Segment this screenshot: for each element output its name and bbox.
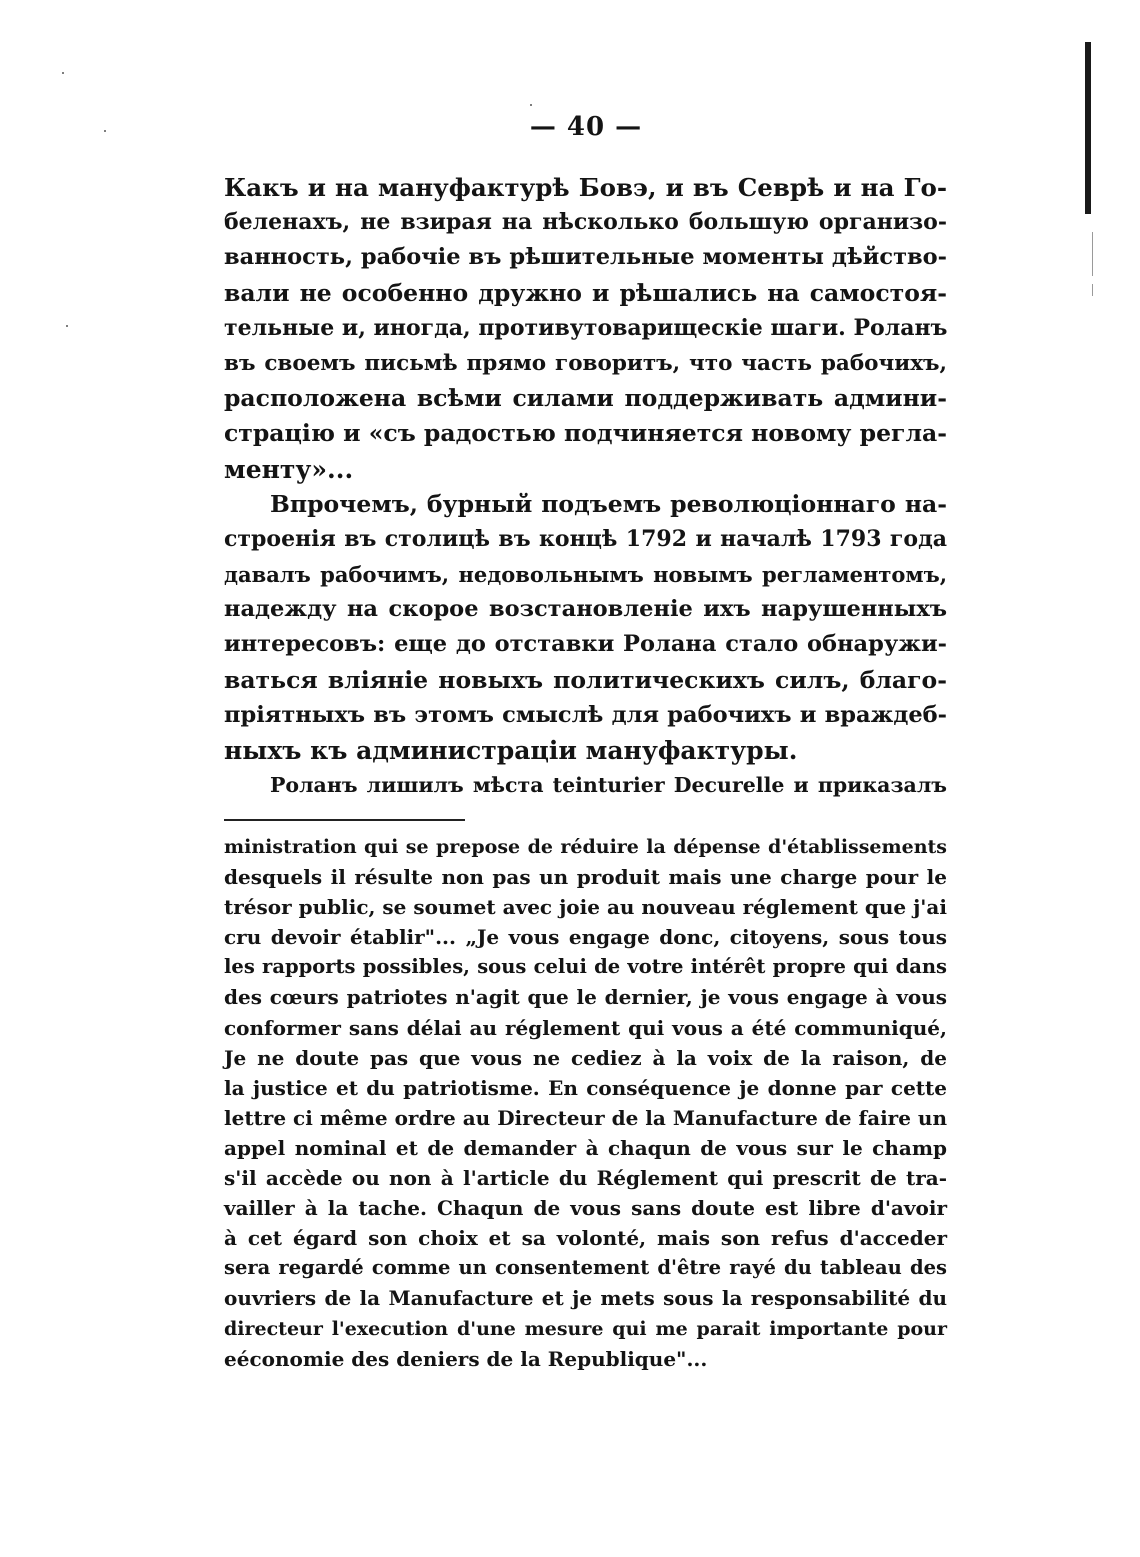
footnote-line: conformer sans délai au réglement qui vous a été communiqué, bbox=[224, 1015, 947, 1040]
page-number: — 40 — bbox=[529, 112, 643, 142]
footnote-line: cru devoir établir"... „Je vous engage donc, citoyens, sous tous bbox=[224, 925, 947, 950]
body-line: ныхъ къ администраціи мануфактуры. bbox=[224, 736, 798, 765]
body-line: давалъ рабочимъ, недовольнымъ новымъ регламентомъ, bbox=[224, 562, 947, 588]
body-line: ваться вліяніе новыхъ политическихъ силъ, благо- bbox=[224, 665, 947, 694]
footnote-line: la justice et du patriotisme. En conséquence je donne par cette bbox=[224, 1075, 947, 1100]
body-line: Роланъ лишилъ мѣста teinturier Decurelle и приказалъ bbox=[270, 773, 947, 798]
body-line: пріятныхъ въ этомъ смыслѣ для рабочихъ и враждеб- bbox=[224, 701, 947, 728]
body-line: страцію и «съ радостью подчиняется новому регла- bbox=[224, 419, 947, 448]
body-line: менту»... bbox=[224, 454, 354, 484]
body-line: тельные и, иногда, противутоварищескіе шаги. Роланъ bbox=[224, 314, 948, 341]
footnote-line: eéconomie des deniers de la Republique"... bbox=[224, 1346, 708, 1371]
body-line: беленахъ, не взирая на нѣсколько большую организо- bbox=[224, 209, 947, 236]
footnote-line: à cet égard son choix et sa volonté, mais son refus d'acceder bbox=[224, 1226, 947, 1251]
body-line: расположена всѣми силами поддерживать админи- bbox=[224, 384, 947, 413]
footnote-line: des cœurs patriotes n'agit que le dernier, je vous engage à vous bbox=[224, 985, 947, 1010]
footnote-line: lettre ci même ordre au Directeur de la Manufacture de faire un bbox=[224, 1105, 947, 1130]
footnote-text bbox=[224, 832, 947, 1374]
body-line: строенія въ столицѣ въ концѣ 1792 и началѣ 1793 года bbox=[224, 525, 947, 552]
footnote-line: sera regardé comme un consentement d'être rayé du tableau des bbox=[224, 1256, 947, 1280]
scan-speck bbox=[62, 72, 64, 74]
footnote-line: ouvriers de la Manufacture et je mets sous la responsabilité du bbox=[224, 1286, 947, 1311]
main-text bbox=[224, 170, 947, 803]
body-line: въ своемъ письмѣ прямо говоритъ, что часть рабочихъ, bbox=[224, 350, 947, 376]
body-line: Какъ и на мануфактурѣ Бовэ, и въ Севрѣ и на Го- bbox=[224, 173, 947, 202]
scan-speck bbox=[66, 325, 68, 327]
footnote-line: directeur l'execution d'une mesure qui me parait importante pour bbox=[224, 1317, 947, 1340]
footnote-line: appel nominal et de demander à chaqun de vous sur le champ bbox=[224, 1135, 947, 1160]
edge-tick bbox=[1092, 284, 1093, 296]
footnote-line: trésor public, se soumet avec joie au nouveau réglement que j'ai bbox=[224, 895, 947, 920]
footnote-rule bbox=[224, 819, 465, 821]
footnote-line: les rapports possibles, sous celui de votre intérêt propre qui dans bbox=[224, 955, 947, 979]
body-line: интересовъ: еще до отставки Ролана стало обнаружи- bbox=[224, 631, 947, 658]
body-line: вали не особенно дружно и рѣшались на самостоя- bbox=[224, 278, 947, 307]
body-line: Впрочемъ, бурный подъемъ революціоннаго на- bbox=[270, 489, 947, 518]
edge-tick bbox=[1092, 232, 1093, 276]
body-line: ванность, рабочіе въ рѣшительные моменты дѣйство- bbox=[224, 244, 947, 271]
footnote-line: vailler à la tache. Chaqun de vous sans doute est libre d'avoir bbox=[224, 1196, 947, 1221]
footnote-line: s'il accède ou non à l'article du Réglement qui prescrit de tra- bbox=[224, 1166, 947, 1191]
scan-speck bbox=[530, 104, 532, 106]
body-line: надежду на скорое возстановленіе ихъ нарушенныхъ bbox=[224, 596, 947, 623]
footnote-line: desquels il résulte non pas un produit mais une charge pour le bbox=[224, 865, 947, 890]
footnote-line: ministration qui se prepose de réduire la dépense d'établissements bbox=[224, 836, 947, 858]
footnote-line: Je ne doute pas que vous ne cediez à la voix de la raison, de bbox=[224, 1045, 947, 1070]
